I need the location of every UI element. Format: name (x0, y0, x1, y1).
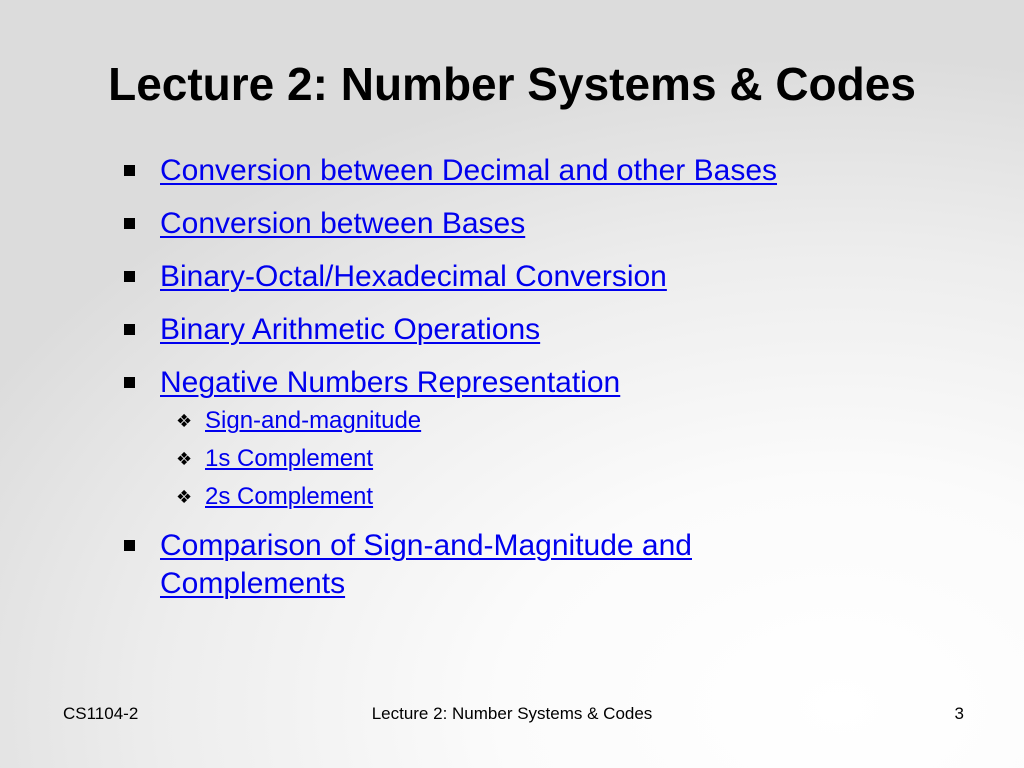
diamond-bullet-icon: ❖ (176, 411, 193, 431)
square-bullet-icon (124, 271, 135, 282)
footer-page-number: 3 (954, 704, 964, 723)
link-comparison-sign-magnitude-complements[interactable]: Comparison of Sign-and-Magnitude and Complements (160, 529, 692, 600)
footer-course-code: CS1104-2 (63, 704, 139, 723)
link-binary-arithmetic-operations[interactable]: Binary Arithmetic Operations (160, 313, 541, 346)
square-bullet-icon (124, 540, 135, 551)
sub-bullet-item (176, 444, 844, 474)
square-bullet-icon (124, 377, 135, 388)
bullet-list (124, 152, 844, 603)
bullet-item (124, 205, 844, 243)
link-conversion-decimal-other-bases[interactable]: Conversion between Decimal and other Bases (160, 154, 778, 187)
diamond-bullet-icon: ❖ (176, 449, 193, 469)
link-1s-complement[interactable]: 1s Complement (205, 445, 374, 472)
square-bullet-icon (124, 165, 135, 176)
sub-bullet-list (160, 406, 844, 512)
bullet-item (124, 364, 844, 512)
link-conversion-between-bases[interactable]: Conversion between Bases (160, 207, 526, 240)
bullet-item (124, 258, 844, 296)
slide-title: Lecture 2: Number Systems & Codes (108, 58, 916, 110)
sub-bullet-item (176, 406, 844, 436)
link-sign-and-magnitude[interactable]: Sign-and-magnitude (205, 407, 422, 434)
diamond-bullet-icon: ❖ (176, 487, 193, 507)
link-2s-complement[interactable]: 2s Complement (205, 483, 374, 510)
footer-lecture-title: Lecture 2: Number Systems & Codes (371, 704, 653, 723)
bullet-item (124, 152, 844, 190)
link-negative-numbers-representation[interactable]: Negative Numbers Representation (160, 366, 621, 399)
link-binary-octal-hex-conversion[interactable]: Binary-Octal/Hexadecimal Conversion (160, 260, 667, 293)
bullet-item (124, 527, 844, 603)
bullet-item (124, 311, 844, 349)
sub-bullet-item (176, 482, 844, 512)
square-bullet-icon (124, 218, 135, 229)
square-bullet-icon (124, 324, 135, 335)
